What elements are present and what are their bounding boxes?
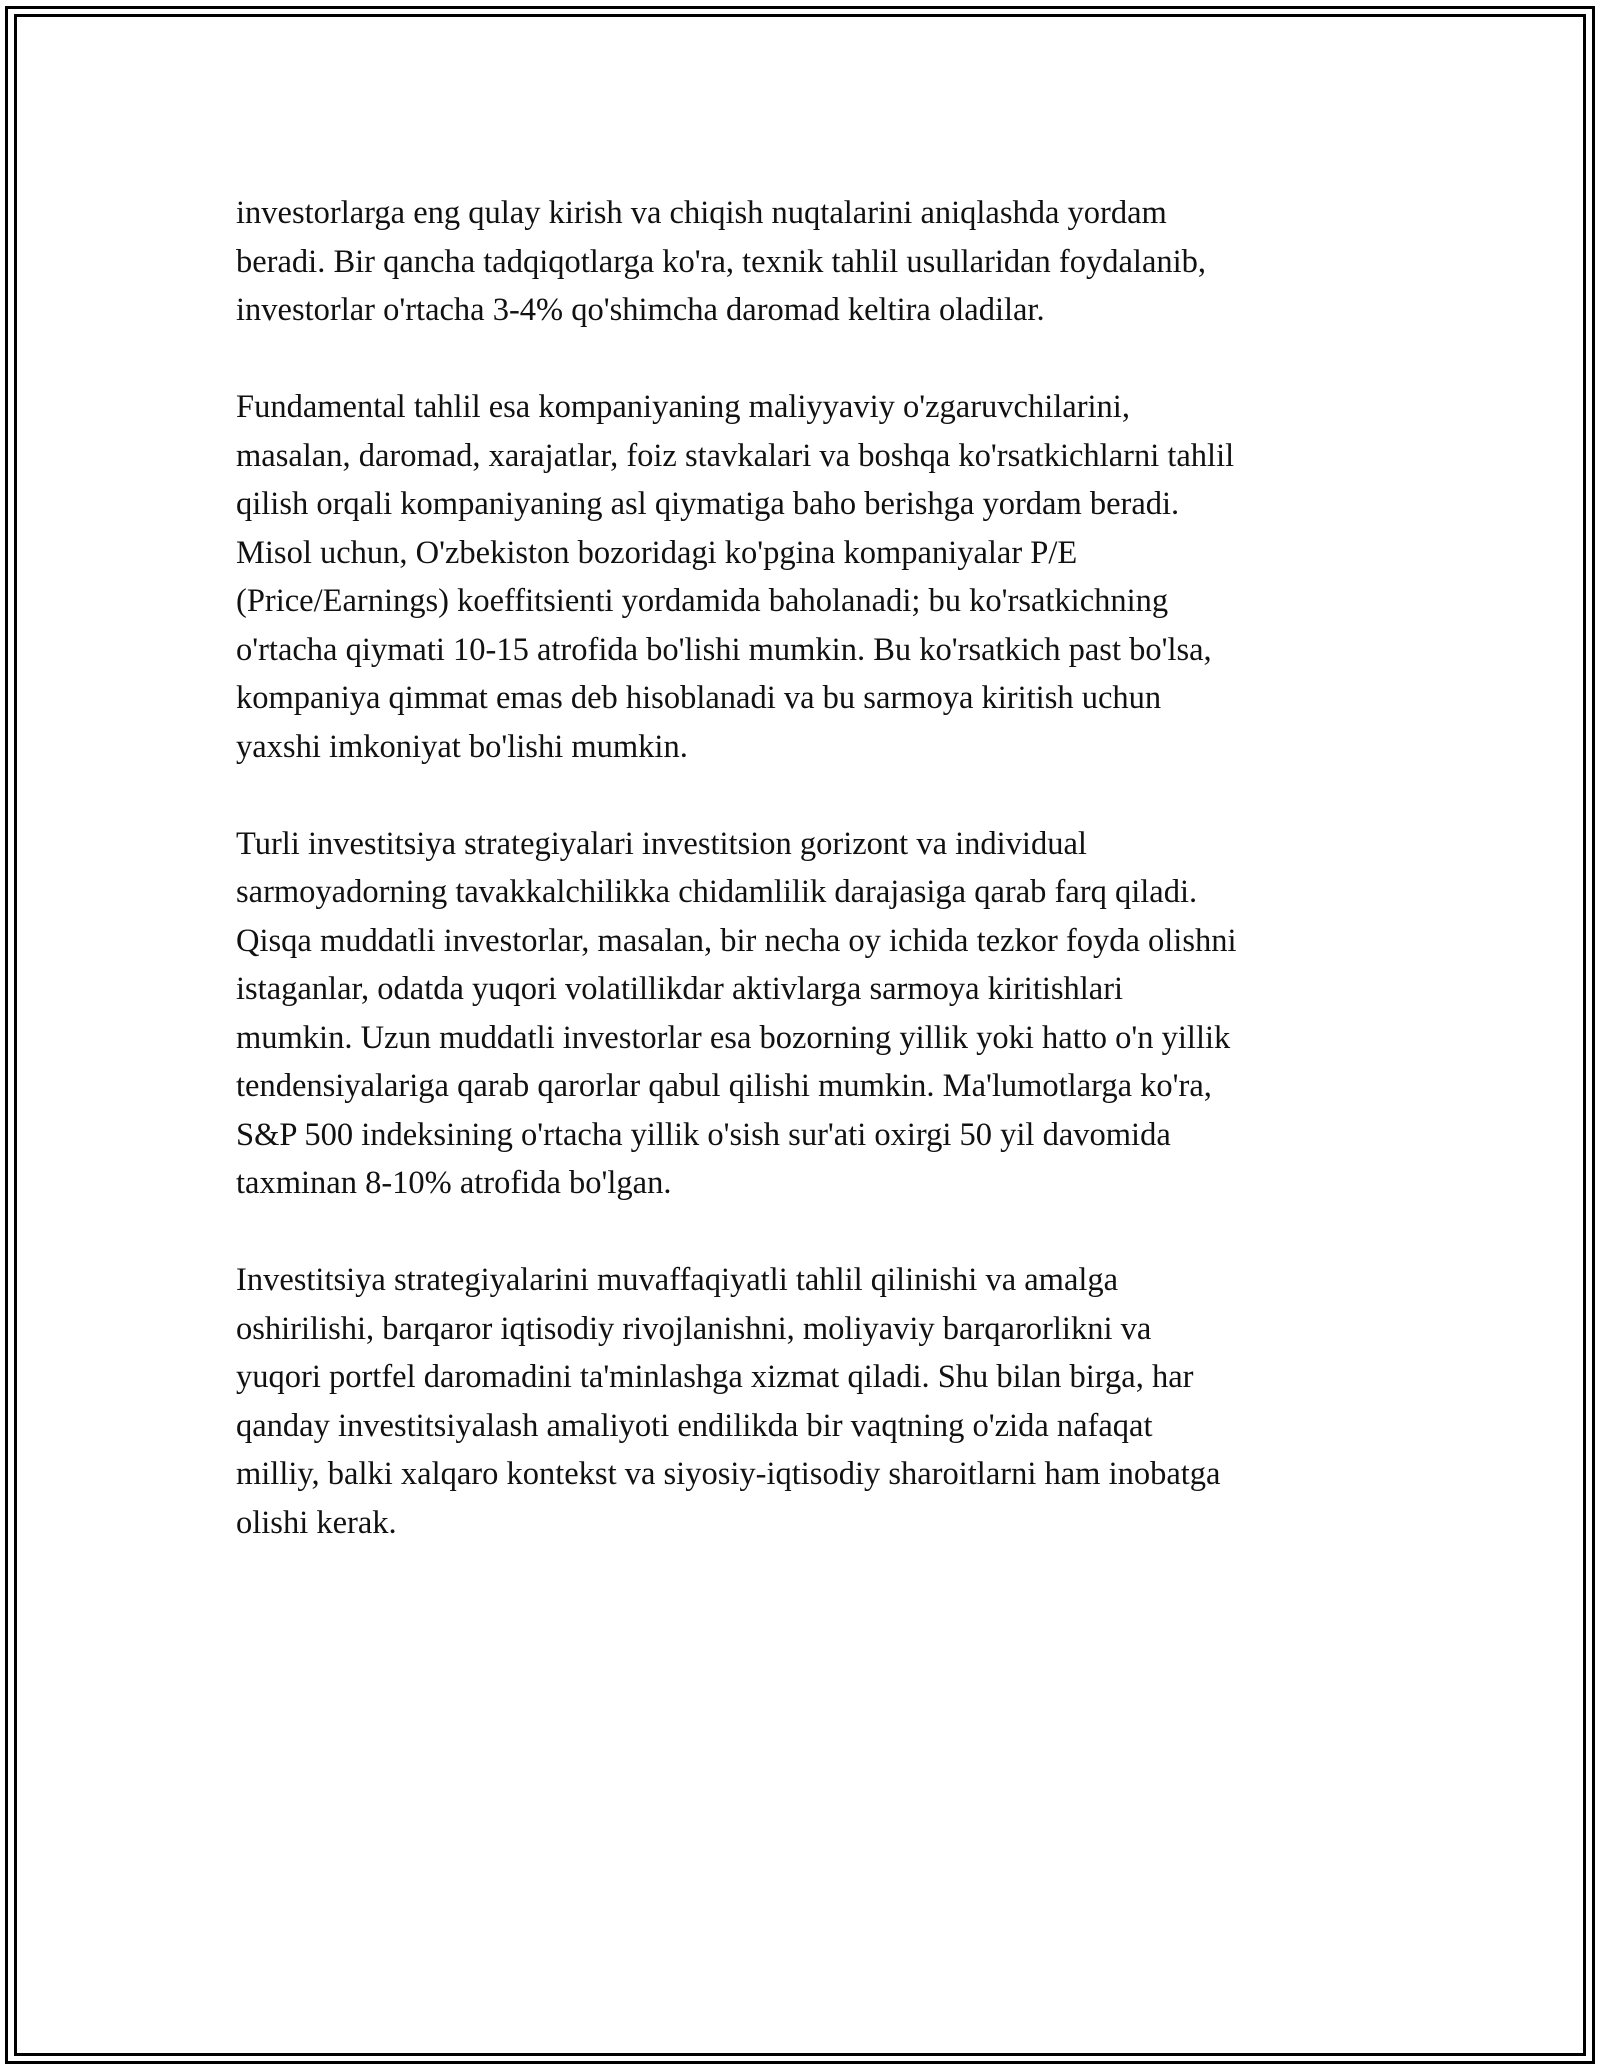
- paragraph-fundamental-analysis: Fundamental tahlil esa kompaniyaning maliyyaviy o'zgaruvchilarini, masalan, daromad, xarajatlar, foiz stavkalari va boshqa ko'rsatkichlarni tahlil qilish orqali kompaniyaning asl qiymatiga baho berishga yordam beradi. Misol uchun, O'zbekiston bozoridagi ko'pgina kompaniyalar P/E (Price/Earnings) koeffitsienti yordamida baholanadi; bu ko'rsatkichning o'rtacha qiymati 10-15 atrofida bo'lishi mumkin. Bu ko'rsatkich past bo'lsa, kompaniya qimmat emas deb hisoblanadi va bu sarmoya kiritish uchun yaxshi imkoniyat bo'lishi mumkin.: [236, 389, 1235, 765]
- paragraph-investment-strategies: Turli investitsiya strategiyalari investitsion gorizont va individual sarmoyadorning tavakkalchilikka chidamlilik darajasiga qarab farq qiladi. Qisqa muddatli investorlar, masalan, bir necha oy ichida tezkor foyda olishni istaganlar, odatda yuqori volatillikdar aktivlarga sarmoya kiritishlari mumkin. Uzun muddatli investorlar esa bozorning yillik yoki hatto o'n yillik tendensiyalariga qarab qarorlar qabul qilishi mumkin. Ma'lumotlarga ko'ra, S&P 500 indeksining o'rtacha yillik o'sish sur'ati oxirgi 50 yil davomida taxminan 8-10% atrofida bo'lgan.: [236, 825, 1237, 1201]
- document-body: [236, 189, 1376, 1596]
- paragraph-conclusion: Investitsiya strategiyalarini muvaffaqiyatli tahlil qilinishi va amalga oshirilishi, barqaror iqtisodiy rivojlanishni, moliyaviy barqarorlikni va yuqori portfel daromadini ta'minlashga xizmat qiladi. Shu bilan birga, har qanday investitsiyalash amaliyoti endilikda bir vaqtning o'zida nafaqat milliy, balki xalqaro kontekst va siyosiy-iqtisodiy sharoitlarni ham inobatga olishi kerak.: [236, 1262, 1221, 1541]
- paragraph-technical-analysis: investorlarga eng qulay kirish va chiqish nuqtalarini aniqlashda yordam beradi. Bir qancha tadqiqotlarga ko'ra, texnik tahlil usullaridan foydalanib, investorlar o'rtacha 3-4% qo'shimcha daromad keltira oladilar.: [236, 195, 1207, 328]
